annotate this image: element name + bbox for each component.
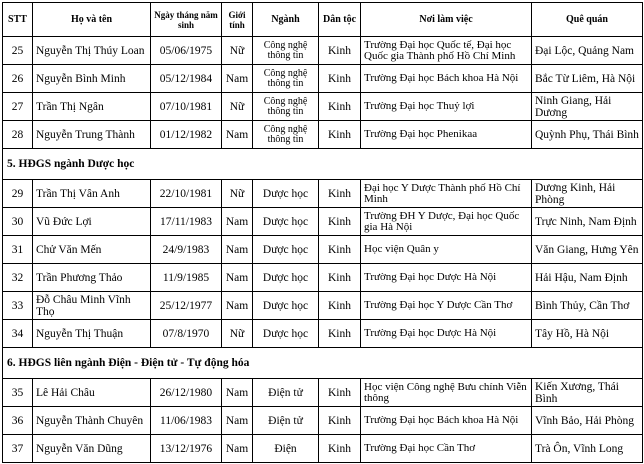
cell-ethnic: Kinh bbox=[319, 292, 361, 320]
table-row bbox=[3, 292, 643, 320]
cell-hometown: Ninh Giang, Hải Dương bbox=[532, 93, 643, 121]
cell-hometown: Vĩnh Bảo, Hải Phòng bbox=[532, 407, 643, 435]
cell-ethnic: Kinh bbox=[319, 264, 361, 292]
cell-hometown: Hải Hậu, Nam Định bbox=[532, 264, 643, 292]
cell-workplace: Đại học Y Dược Thành phố Hồ Chí Minh bbox=[361, 180, 532, 208]
cell-name: Chử Văn Mến bbox=[33, 236, 151, 264]
cell-workplace: Trường Đại học Bách khoa Hà Nội bbox=[361, 407, 532, 435]
table-row bbox=[3, 208, 643, 236]
table-row bbox=[3, 93, 643, 121]
cell-gender: Nam bbox=[222, 121, 253, 149]
cell-hometown: Quỳnh Phụ, Thái Bình bbox=[532, 121, 643, 149]
cell-dob: 24/9/1983 bbox=[151, 236, 222, 264]
cell-gender: Nam bbox=[222, 407, 253, 435]
cell-stt: 30 bbox=[3, 208, 33, 236]
cell-field: Điện bbox=[253, 435, 319, 463]
cell-dob: 25/12/1977 bbox=[151, 292, 222, 320]
cell-gender: Nam bbox=[222, 65, 253, 93]
cell-stt: 28 bbox=[3, 121, 33, 149]
cell-workplace: Học viện Quân y bbox=[361, 236, 532, 264]
section-title-pharmacy: 5. HĐGS ngành Dược học bbox=[3, 149, 643, 180]
cell-hometown: Trà Ôn, Vĩnh Long bbox=[532, 435, 643, 463]
cell-workplace: Trường Đại học Dược Hà Nội bbox=[361, 264, 532, 292]
cell-field: Điện tử bbox=[253, 407, 319, 435]
cell-stt: 35 bbox=[3, 379, 33, 407]
cell-gender: Nam bbox=[222, 292, 253, 320]
cell-hometown: Bắc Từ Liêm, Hà Nội bbox=[532, 65, 643, 93]
header-row bbox=[3, 3, 643, 37]
cell-name: Nguyễn Bình Minh bbox=[33, 65, 151, 93]
cell-dob: 22/10/1981 bbox=[151, 180, 222, 208]
cell-hometown: Kiến Xương, Thái Bình bbox=[532, 379, 643, 407]
header-workplace: Nơi làm việc bbox=[361, 3, 532, 37]
cell-stt: 33 bbox=[3, 292, 33, 320]
group-it-body bbox=[3, 37, 643, 463]
cell-stt: 32 bbox=[3, 264, 33, 292]
cell-ethnic: Kinh bbox=[319, 379, 361, 407]
cell-workplace: Trường Đại học Thuỷ lợi bbox=[361, 93, 532, 121]
cell-ethnic: Kinh bbox=[319, 236, 361, 264]
cell-ethnic: Kinh bbox=[319, 180, 361, 208]
table-row bbox=[3, 435, 643, 463]
cell-gender: Nam bbox=[222, 435, 253, 463]
cell-field: Công nghệ thông tin bbox=[253, 121, 319, 149]
cell-name: Trần Thị Ngân bbox=[33, 93, 151, 121]
section-row bbox=[3, 149, 643, 180]
cell-dob: 07/10/1981 bbox=[151, 93, 222, 121]
cell-stt: 34 bbox=[3, 320, 33, 348]
cell-field: Công nghệ thông tin bbox=[253, 93, 319, 121]
cell-field: Dược học bbox=[253, 180, 319, 208]
cell-gender: Nam bbox=[222, 208, 253, 236]
table-row bbox=[3, 65, 643, 93]
cell-ethnic: Kinh bbox=[319, 208, 361, 236]
header-field: Ngành bbox=[253, 3, 319, 37]
cell-ethnic: Kinh bbox=[319, 37, 361, 65]
cell-gender: Nam bbox=[222, 236, 253, 264]
cell-hometown: Trực Ninh, Nam Định bbox=[532, 208, 643, 236]
cell-name: Nguyễn Văn Dũng bbox=[33, 435, 151, 463]
cell-name: Nguyễn Thị Thuận bbox=[33, 320, 151, 348]
cell-workplace: Trường Đại học Cần Thơ bbox=[361, 435, 532, 463]
cell-ethnic: Kinh bbox=[319, 407, 361, 435]
table-row bbox=[3, 236, 643, 264]
table-row bbox=[3, 379, 643, 407]
cell-gender: Nữ bbox=[222, 320, 253, 348]
section-title-electrical: 6. HĐGS liên ngành Điện - Điện tử - Tự động hóa bbox=[3, 348, 643, 379]
header-hometown: Quê quán bbox=[532, 3, 643, 37]
cell-dob: 11/06/1983 bbox=[151, 407, 222, 435]
cell-workplace: Trường Đại học Y Dược Cần Thơ bbox=[361, 292, 532, 320]
cell-stt: 31 bbox=[3, 236, 33, 264]
cell-field: Công nghệ thông tin bbox=[253, 37, 319, 65]
table-row bbox=[3, 407, 643, 435]
cell-hometown: Bình Thủy, Cần Thơ bbox=[532, 292, 643, 320]
cell-dob: 13/12/1976 bbox=[151, 435, 222, 463]
cell-name: Trần Thị Vân Anh bbox=[33, 180, 151, 208]
header-stt: STT bbox=[3, 3, 33, 37]
cell-stt: 26 bbox=[3, 65, 33, 93]
table-row bbox=[3, 37, 643, 65]
table-row bbox=[3, 264, 643, 292]
cell-dob: 07/8/1970 bbox=[151, 320, 222, 348]
cell-field: Dược học bbox=[253, 320, 319, 348]
cell-name: Vũ Đức Lợi bbox=[33, 208, 151, 236]
cell-field: Điện tử bbox=[253, 379, 319, 407]
cell-field: Công nghệ thông tin bbox=[253, 65, 319, 93]
cell-ethnic: Kinh bbox=[319, 121, 361, 149]
cell-stt: 29 bbox=[3, 180, 33, 208]
cell-workplace: Học viện Công nghệ Bưu chính Viễn thông bbox=[361, 379, 532, 407]
table-row bbox=[3, 320, 643, 348]
cell-name: Nguyễn Thị Thúy Loan bbox=[33, 37, 151, 65]
cell-hometown: Dương Kinh, Hải Phòng bbox=[532, 180, 643, 208]
cell-dob: 05/06/1975 bbox=[151, 37, 222, 65]
cell-field: Dược học bbox=[253, 292, 319, 320]
cell-name: Trần Phương Thảo bbox=[33, 264, 151, 292]
candidates-table bbox=[2, 2, 643, 463]
cell-gender: Nam bbox=[222, 379, 253, 407]
table-row bbox=[3, 121, 643, 149]
cell-gender: Nam bbox=[222, 264, 253, 292]
cell-workplace: Trường Đại học Dược Hà Nội bbox=[361, 320, 532, 348]
cell-gender: Nữ bbox=[222, 180, 253, 208]
cell-name: Đỗ Châu Minh Vĩnh Thọ bbox=[33, 292, 151, 320]
cell-ethnic: Kinh bbox=[319, 435, 361, 463]
section-row bbox=[3, 348, 643, 379]
cell-workplace: Trường Đại học Bách khoa Hà Nội bbox=[361, 65, 532, 93]
cell-gender: Nữ bbox=[222, 93, 253, 121]
header-gender: Giới tính bbox=[222, 3, 253, 37]
cell-field: Dược học bbox=[253, 264, 319, 292]
cell-stt: 36 bbox=[3, 407, 33, 435]
cell-stt: 27 bbox=[3, 93, 33, 121]
cell-name: Nguyễn Thành Chuyên bbox=[33, 407, 151, 435]
cell-hometown: Đại Lộc, Quảng Nam bbox=[532, 37, 643, 65]
cell-hometown: Văn Giang, Hưng Yên bbox=[532, 236, 643, 264]
cell-workplace: Trường Đại học Phenikaa bbox=[361, 121, 532, 149]
cell-hometown: Tây Hồ, Hà Nội bbox=[532, 320, 643, 348]
cell-dob: 17/11/1983 bbox=[151, 208, 222, 236]
cell-stt: 25 bbox=[3, 37, 33, 65]
table-row bbox=[3, 180, 643, 208]
header-name: Họ và tên bbox=[33, 3, 151, 37]
cell-dob: 26/12/1980 bbox=[151, 379, 222, 407]
cell-name: Lê Hải Châu bbox=[33, 379, 151, 407]
cell-workplace: Trường ĐH Y Dược, Đại học Quốc gia Hà Nội bbox=[361, 208, 532, 236]
cell-field: Dược học bbox=[253, 208, 319, 236]
cell-field: Dược học bbox=[253, 236, 319, 264]
cell-dob: 05/12/1984 bbox=[151, 65, 222, 93]
cell-ethnic: Kinh bbox=[319, 320, 361, 348]
cell-dob: 11/9/1985 bbox=[151, 264, 222, 292]
cell-ethnic: Kinh bbox=[319, 65, 361, 93]
cell-name: Nguyễn Trung Thành bbox=[33, 121, 151, 149]
cell-stt: 37 bbox=[3, 435, 33, 463]
header-dob: Ngày tháng năm sinh bbox=[151, 3, 222, 37]
cell-ethnic: Kinh bbox=[319, 93, 361, 121]
cell-dob: 01/12/1982 bbox=[151, 121, 222, 149]
cell-workplace: Trường Đại học Quốc tế, Đại học Quốc gia Thành phố Hồ Chí Minh bbox=[361, 37, 532, 65]
header-ethnic: Dân tộc bbox=[319, 3, 361, 37]
cell-gender: Nữ bbox=[222, 37, 253, 65]
